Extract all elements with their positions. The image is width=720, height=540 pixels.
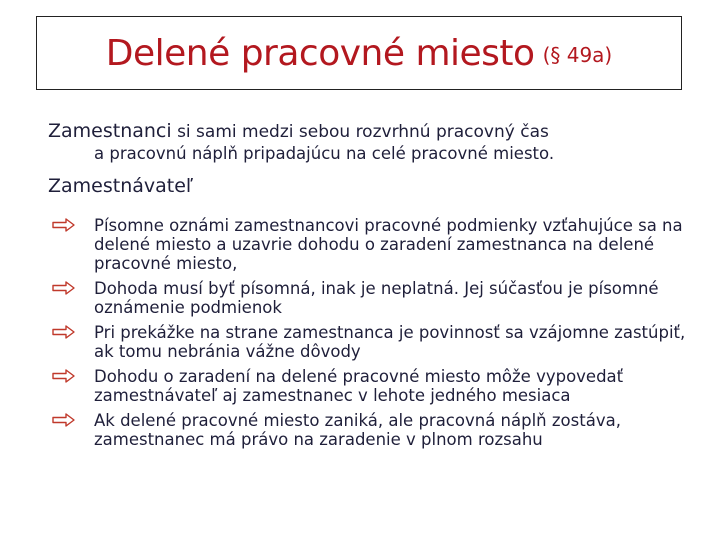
- list-item: [48, 323, 708, 361]
- right-arrow-outline-icon: [52, 413, 76, 427]
- bullet-text: Ak delené pracovné miesto zaniká, ale pracovná náplň zostáva, zamestnanec má právo na zaradenie v plnom rozsahu: [94, 411, 621, 449]
- bullet-list: [48, 216, 708, 455]
- bullet-text: Písomne oznámi zamestnancovi pracovné podmienky vzťahujúce sa na delené miesto a uzavrie dohodu o zaradení zamestnanca na delené pracovné miesto,: [94, 216, 683, 273]
- right-arrow-outline-icon: [52, 369, 76, 383]
- right-arrow-outline-icon: [52, 218, 76, 232]
- bullet-text: Pri prekážke na strane zamestnanca je povinnosť sa vzájomne zastúpiť, ak tomu nebránia vážne dôvody: [94, 323, 686, 361]
- intro-continuation: a pracovnú náplň pripadajúcu na celé pracovné miesto.: [94, 144, 555, 163]
- list-item: [48, 279, 708, 317]
- bullet-text: Dohoda musí byť písomná, inak je neplatná. Jej súčasťou je písomné oznámenie podmienok: [94, 279, 659, 317]
- employer-heading: Zamestnávateľ: [48, 175, 194, 197]
- slide-title: Delené pracovné miesto: [105, 32, 535, 74]
- list-item: [48, 367, 708, 405]
- intro-paragraph: [48, 120, 698, 165]
- intro-rest: si sami medzi sebou rozvrhnú pracovný čas: [171, 122, 549, 142]
- intro-lead: Zamestnanci: [48, 120, 172, 142]
- list-item: [48, 411, 708, 449]
- list-item: [48, 216, 708, 273]
- right-arrow-outline-icon: [52, 325, 76, 339]
- slide-title-section: (§ 49a): [542, 43, 613, 67]
- right-arrow-outline-icon: [52, 281, 76, 295]
- slide-title-box: [36, 16, 682, 90]
- bullet-text: Dohodu o zaradení na delené pracovné miesto môže vypovedať zamestnávateľ aj zamestnanec v lehote jedného mesiaca: [94, 367, 624, 405]
